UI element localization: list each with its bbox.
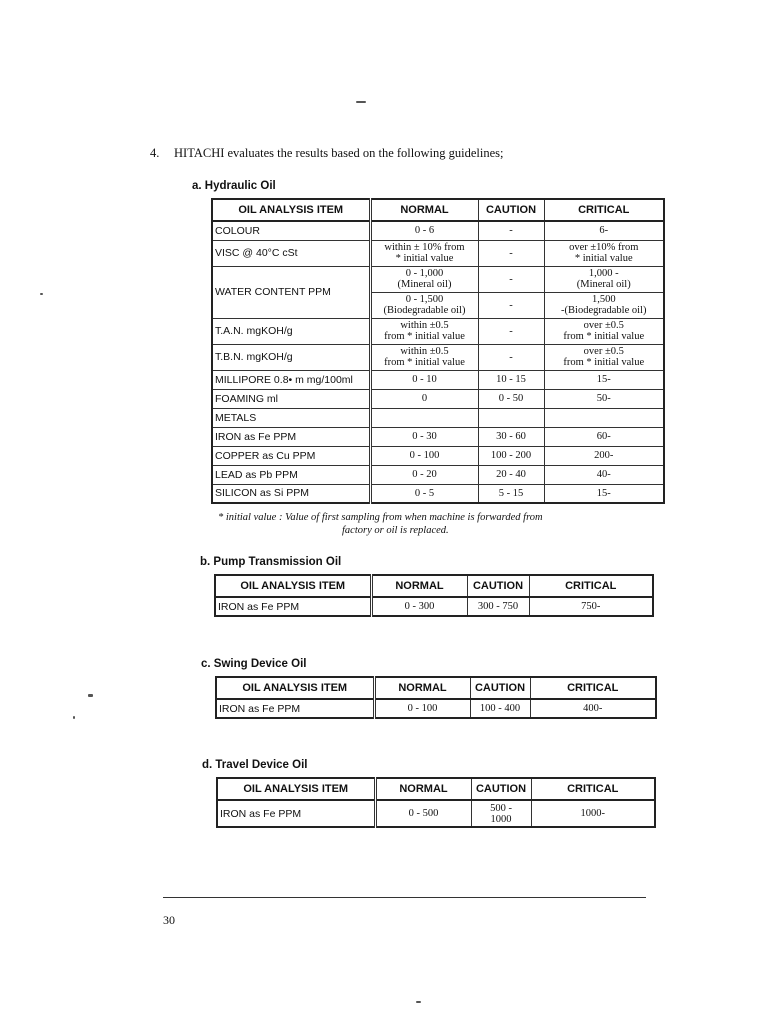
caution-cell: 20 - 40 — [478, 465, 544, 484]
normal-line-2: from * initial value — [384, 357, 465, 368]
critical-cell: 1000- — [531, 800, 655, 827]
header-critical: CRITICAL — [529, 575, 653, 597]
guideline-heading — [150, 146, 503, 161]
caution-cell: - — [478, 318, 544, 344]
table-row — [212, 446, 664, 465]
caution-cell: - — [478, 266, 544, 292]
scan-speck — [73, 716, 75, 719]
normal-line-1: within ±0.5 — [400, 320, 449, 331]
critical-cell: 15- — [544, 484, 664, 503]
normal-cell: 0 - 100 — [370, 446, 478, 465]
critical-line-1: over ±0.5 — [583, 320, 624, 331]
item-cell: METALS — [212, 408, 370, 427]
caution-cell: 30 - 60 — [478, 427, 544, 446]
header-normal: NORMAL — [370, 199, 478, 221]
scan-speck — [88, 694, 93, 697]
guideline-text: HITACHI evaluates the results based on the following guidelines; — [174, 146, 504, 160]
critical-line-2: -(Biodegradable oil) — [561, 305, 647, 316]
swing-device-oil-table — [215, 676, 657, 719]
scan-speck — [40, 293, 43, 295]
normal-line-1: within ± 10% from — [384, 242, 465, 253]
caution-cell: - — [478, 221, 544, 240]
item-cell: IRON as Fe PPM — [212, 427, 370, 446]
header-critical: CRITICAL — [531, 778, 655, 800]
table-row — [212, 408, 664, 427]
table-row — [212, 484, 664, 503]
critical-line-1: over ±10% from — [569, 242, 639, 253]
normal-cell — [370, 266, 478, 292]
critical-cell: 6- — [544, 221, 664, 240]
header-item: OIL ANALYSIS ITEM — [215, 575, 371, 597]
normal-cell: 0 - 30 — [370, 427, 478, 446]
guideline-number: 4. — [150, 146, 160, 160]
normal-cell: 0 - 10 — [370, 370, 478, 389]
critical-cell — [544, 266, 664, 292]
table-row — [216, 699, 656, 718]
critical-line-2: from * initial value — [563, 331, 645, 342]
table-header-row — [215, 575, 653, 597]
critical-line-1: 1,000 - — [588, 268, 619, 279]
section-c-title: c. Swing Device Oil — [201, 658, 307, 670]
item-cell: IRON as Fe PPM — [215, 597, 371, 616]
table-row — [212, 240, 664, 266]
item-cell: T.B.N. mgKOH/g — [212, 344, 370, 370]
normal-cell: 0 - 5 — [370, 484, 478, 503]
normal-line-1: within ±0.5 — [400, 346, 449, 357]
section-b-title: b. Pump Transmission Oil — [200, 556, 342, 568]
normal-line-1: 0 - 1,000 — [405, 268, 444, 279]
caution-cell — [478, 408, 544, 427]
item-cell: T.A.N. mgKOH/g — [212, 318, 370, 344]
header-normal: NORMAL — [371, 575, 467, 597]
header-caution: CAUTION — [471, 778, 531, 800]
scan-speck — [416, 1001, 421, 1003]
item-cell: SILICON as Si PPM — [212, 484, 370, 503]
critical-line-2: from * initial value — [563, 357, 645, 368]
hydraulic-oil-table — [211, 198, 665, 504]
item-cell: VISC @ 40°C cSt — [212, 240, 370, 266]
header-caution: CAUTION — [478, 199, 544, 221]
header-critical: CRITICAL — [530, 677, 656, 699]
table-row — [212, 465, 664, 484]
pump-transmission-oil-table — [214, 574, 654, 617]
critical-cell: 15- — [544, 370, 664, 389]
item-cell: LEAD as Pb PPM — [212, 465, 370, 484]
header-normal: NORMAL — [375, 778, 471, 800]
table-row — [212, 221, 664, 240]
critical-cell: 200- — [544, 446, 664, 465]
normal-cell: 0 - 500 — [375, 800, 471, 827]
header-item: OIL ANALYSIS ITEM — [217, 778, 375, 800]
section-a-title: a. Hydraulic Oil — [192, 180, 276, 192]
normal-cell: 0 - 20 — [370, 465, 478, 484]
footer-rule — [163, 897, 646, 898]
critical-line-1: over ±0.5 — [583, 346, 624, 357]
item-cell: WATER CONTENT PPM — [212, 266, 370, 318]
table-row — [217, 800, 655, 827]
header-critical: CRITICAL — [544, 199, 664, 221]
normal-cell: 0 — [370, 389, 478, 408]
table-row — [212, 427, 664, 446]
table-row — [212, 318, 664, 344]
critical-line-2: (Mineral oil) — [576, 279, 631, 290]
normal-line-1: 0 - 1,500 — [405, 294, 444, 305]
caution-cell: 10 - 15 — [478, 370, 544, 389]
normal-cell: 0 - 100 — [374, 699, 470, 718]
initial-value-footnote — [218, 511, 658, 537]
table-row — [212, 266, 664, 292]
table-row — [212, 370, 664, 389]
caution-line-2: 1000 — [490, 813, 512, 825]
critical-cell — [544, 318, 664, 344]
normal-line-2: * initial value — [395, 253, 454, 264]
item-cell: FOAMING ml — [212, 389, 370, 408]
item-cell: IRON as Fe PPM — [216, 699, 374, 718]
scan-speck — [356, 101, 366, 103]
caution-cell: 5 - 15 — [478, 484, 544, 503]
critical-cell: 40- — [544, 465, 664, 484]
caution-cell: - — [478, 292, 544, 318]
travel-device-oil-table — [216, 777, 656, 828]
critical-cell: 60- — [544, 427, 664, 446]
table-row — [212, 389, 664, 408]
critical-line-2: * initial value — [574, 253, 633, 264]
critical-cell — [544, 240, 664, 266]
table-header-row — [212, 199, 664, 221]
table-header-row — [217, 778, 655, 800]
normal-cell — [370, 318, 478, 344]
caution-line-1: 500 - — [490, 802, 512, 814]
table-row — [212, 344, 664, 370]
normal-line-2: from * initial value — [384, 331, 465, 342]
caution-cell: 100 - 400 — [470, 699, 530, 718]
page-number: 30 — [163, 913, 175, 927]
critical-cell: 750- — [529, 597, 653, 616]
caution-cell: 100 - 200 — [478, 446, 544, 465]
footnote-line-1: * initial value : Value of first sampling from when machine is forwarded from — [218, 512, 543, 523]
critical-cell — [544, 344, 664, 370]
caution-cell: 0 - 50 — [478, 389, 544, 408]
normal-line-2: (Biodegradable oil) — [383, 305, 466, 316]
critical-line-1: 1,500 — [591, 294, 616, 305]
normal-cell — [370, 344, 478, 370]
normal-cell — [370, 408, 478, 427]
normal-cell — [370, 292, 478, 318]
caution-cell: - — [478, 240, 544, 266]
critical-cell — [544, 292, 664, 318]
caution-cell: 300 - 750 — [467, 597, 529, 616]
critical-cell — [544, 408, 664, 427]
item-cell: IRON as Fe PPM — [217, 800, 375, 827]
item-cell: COLOUR — [212, 221, 370, 240]
header-normal: NORMAL — [374, 677, 470, 699]
header-caution: CAUTION — [470, 677, 530, 699]
header-item: OIL ANALYSIS ITEM — [216, 677, 374, 699]
item-cell: MILLIPORE 0.8• m mg/100ml — [212, 370, 370, 389]
header-item: OIL ANALYSIS ITEM — [212, 199, 370, 221]
table-header-row — [216, 677, 656, 699]
item-cell: COPPER as Cu PPM — [212, 446, 370, 465]
header-caution: CAUTION — [467, 575, 529, 597]
critical-cell: 400- — [530, 699, 656, 718]
caution-cell — [471, 800, 531, 827]
section-d-title: d. Travel Device Oil — [202, 759, 308, 771]
table-row — [215, 597, 653, 616]
critical-cell: 50- — [544, 389, 664, 408]
footnote-line-2: factory or oil is replaced. — [342, 525, 449, 536]
normal-cell — [370, 240, 478, 266]
caution-cell: - — [478, 344, 544, 370]
normal-cell: 0 - 6 — [370, 221, 478, 240]
normal-line-2: (Mineral oil) — [397, 279, 452, 290]
normal-cell: 0 - 300 — [371, 597, 467, 616]
